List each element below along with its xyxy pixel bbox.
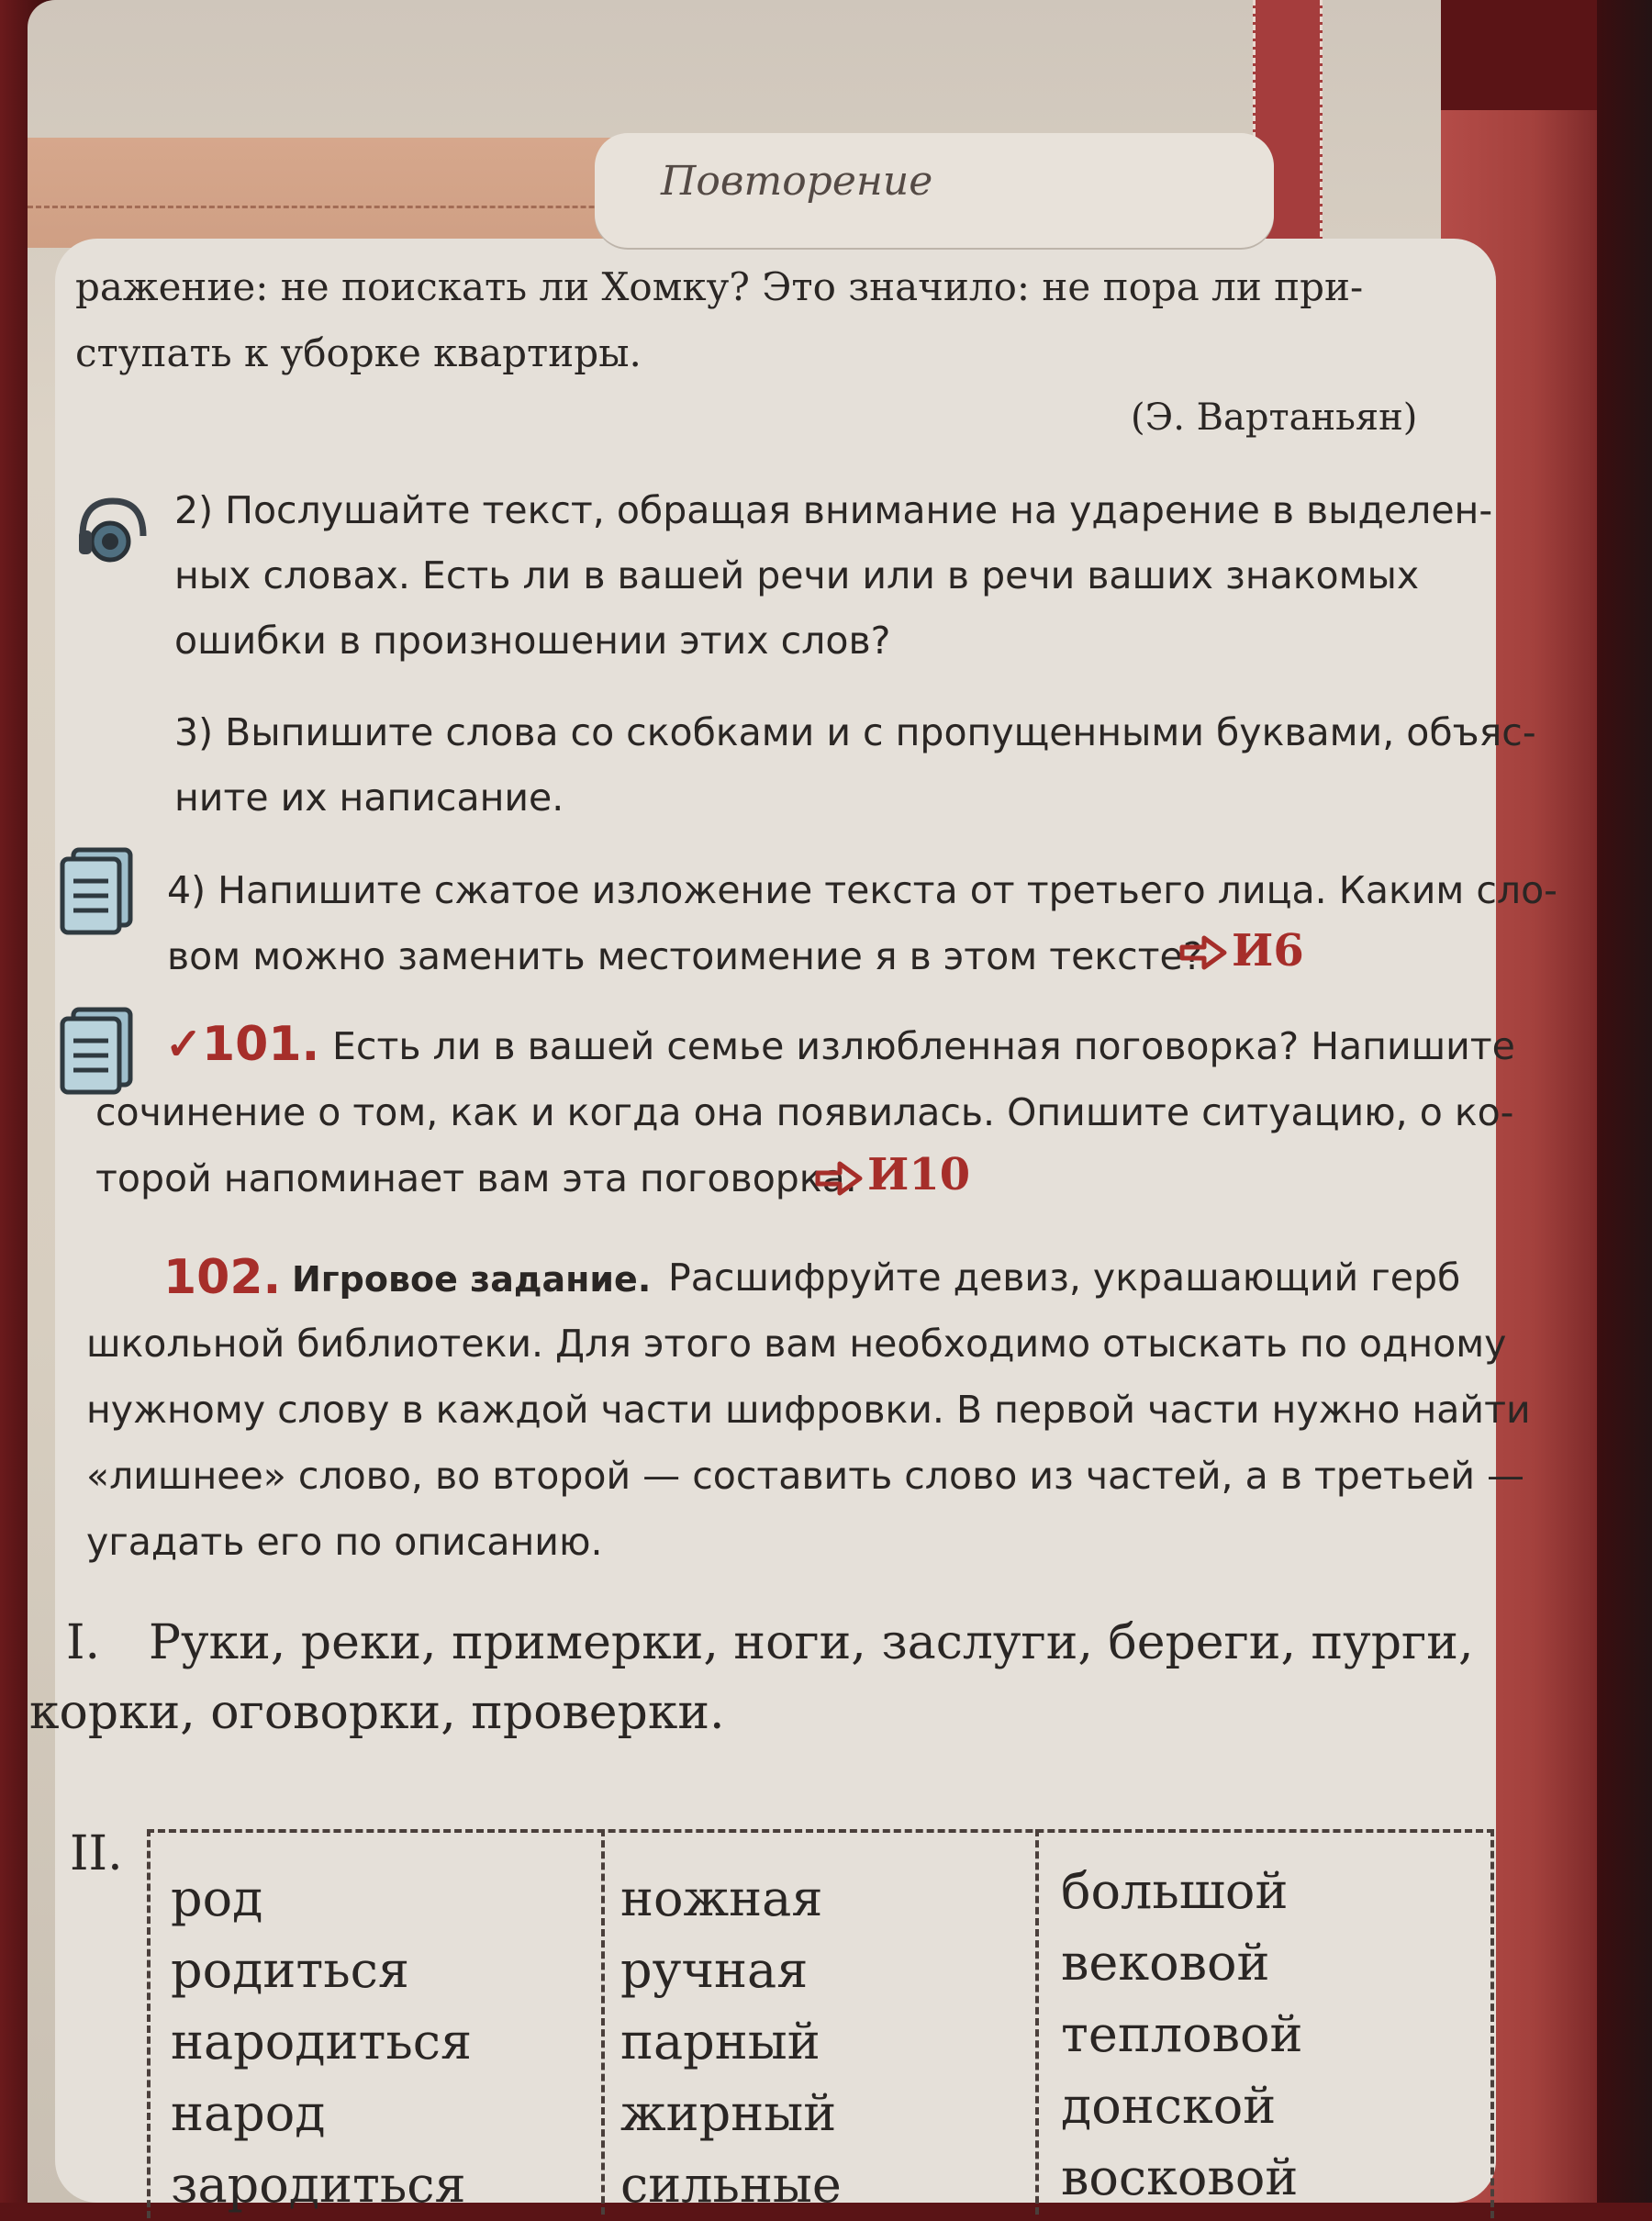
cipher-word: сильные <box>620 2156 842 2214</box>
cipher-word: ручная <box>620 1941 809 1999</box>
part1-label: I. <box>66 1615 101 1670</box>
cipher-word: родиться <box>171 1941 409 1999</box>
notebook-icon <box>57 1004 140 1100</box>
hand-pointer-icon <box>1177 918 1232 977</box>
cipher-column-3 <box>1061 1856 1303 2214</box>
task4-line-1: 4) Напишите сжатое изложение текста от третьего лица. Каким сло- <box>167 868 1557 912</box>
cipher-word: вековой <box>1061 1934 1270 1992</box>
cipher-word: парный <box>620 2013 820 2070</box>
task2-line-3: ошибки в произношении этих слов? <box>174 619 891 663</box>
task2-line-1: 2) Послушайте текст, обращая внимание на ударение в выделен- <box>174 488 1493 532</box>
cipher-word: род <box>171 1869 263 1927</box>
hand-pointer-icon <box>812 1144 867 1203</box>
ex102-line-2: школьной библиотеки. Для этого вам необходимо отыскать по одному <box>86 1322 1507 1366</box>
cipher-word: большой <box>1061 1862 1289 1920</box>
cipher-word: зародиться <box>171 2156 466 2214</box>
author-attribution: (Э. Вартаньян) <box>1131 396 1418 439</box>
ex101-ref: И10 <box>867 1149 971 1200</box>
cipher-word: народ <box>171 2084 326 2142</box>
ex101-check: ✓ <box>165 1021 203 1069</box>
cipher-word: донской <box>1061 2077 1277 2135</box>
cipher-divider <box>1035 1829 1039 2215</box>
continuation-line-2: ступать к уборке квартиры. <box>75 330 642 375</box>
section-title: Повторение <box>661 158 933 205</box>
ex102-label: Игровое задание. <box>292 1259 652 1300</box>
task2-line-2: ных словах. Есть ли в вашей речи или в речи ваших знакомых <box>174 553 1420 597</box>
cipher-word: восковой <box>1061 2148 1299 2206</box>
task4-line-2: вом можно заменить местоимение я в этом тексте? <box>167 934 1203 978</box>
cipher-word: ножная <box>620 1869 823 1927</box>
task3-line-1: 3) Выпишите слова со скобками и с пропущенными буквами, объяс- <box>174 710 1536 754</box>
ex102-line-4: «лишнее» слово, во второй — составить слово из частей, а в третьей — <box>86 1454 1525 1498</box>
backdrop-right <box>1597 0 1652 2203</box>
task3-line-2: ните их написание. <box>174 776 564 820</box>
cipher-word: жирный <box>620 2084 837 2142</box>
ex102-line-5: угадать его по описанию. <box>86 1520 603 1564</box>
cipher-word: народиться <box>171 2013 473 2070</box>
part2-label: II. <box>70 1826 123 1881</box>
task4-ref: И6 <box>1232 925 1304 977</box>
ex102-line-3: нужному слову в каждой части шифровки. В первой части нужно найти <box>86 1388 1531 1432</box>
cipher-divider <box>601 1829 605 2215</box>
notebook-icon <box>57 844 140 941</box>
part1-line-2: корки, оговорки, проверки. <box>29 1685 725 1740</box>
cipher-word: тепловой <box>1061 2005 1303 2063</box>
ex102-number: 102. <box>163 1250 282 1305</box>
ex101-line-3: торой напоминает вам эта поговорка. <box>95 1156 857 1200</box>
cipher-column-2 <box>620 1863 842 2221</box>
ex101-line-1: Есть ли в вашей семье излюбленная поговорка? Напишите <box>332 1024 1515 1068</box>
continuation-line-1: ражение: не поискать ли Хомку? Это значило: не пора ли при- <box>75 264 1364 309</box>
ex102-line-1: Расшифруйте девиз, украшающий герб <box>668 1256 1461 1300</box>
cipher-column-1 <box>171 1863 472 2221</box>
headphones-icon <box>72 488 154 575</box>
ex101-line-2: сочинение о том, как и когда она появилась. Опишите ситуацию, о ко- <box>95 1090 1514 1134</box>
ex101-number: 101. <box>202 1017 320 1072</box>
part1-line-1: Руки, реки, примерки, ноги, заслуги, береги, пурги, <box>149 1615 1474 1670</box>
